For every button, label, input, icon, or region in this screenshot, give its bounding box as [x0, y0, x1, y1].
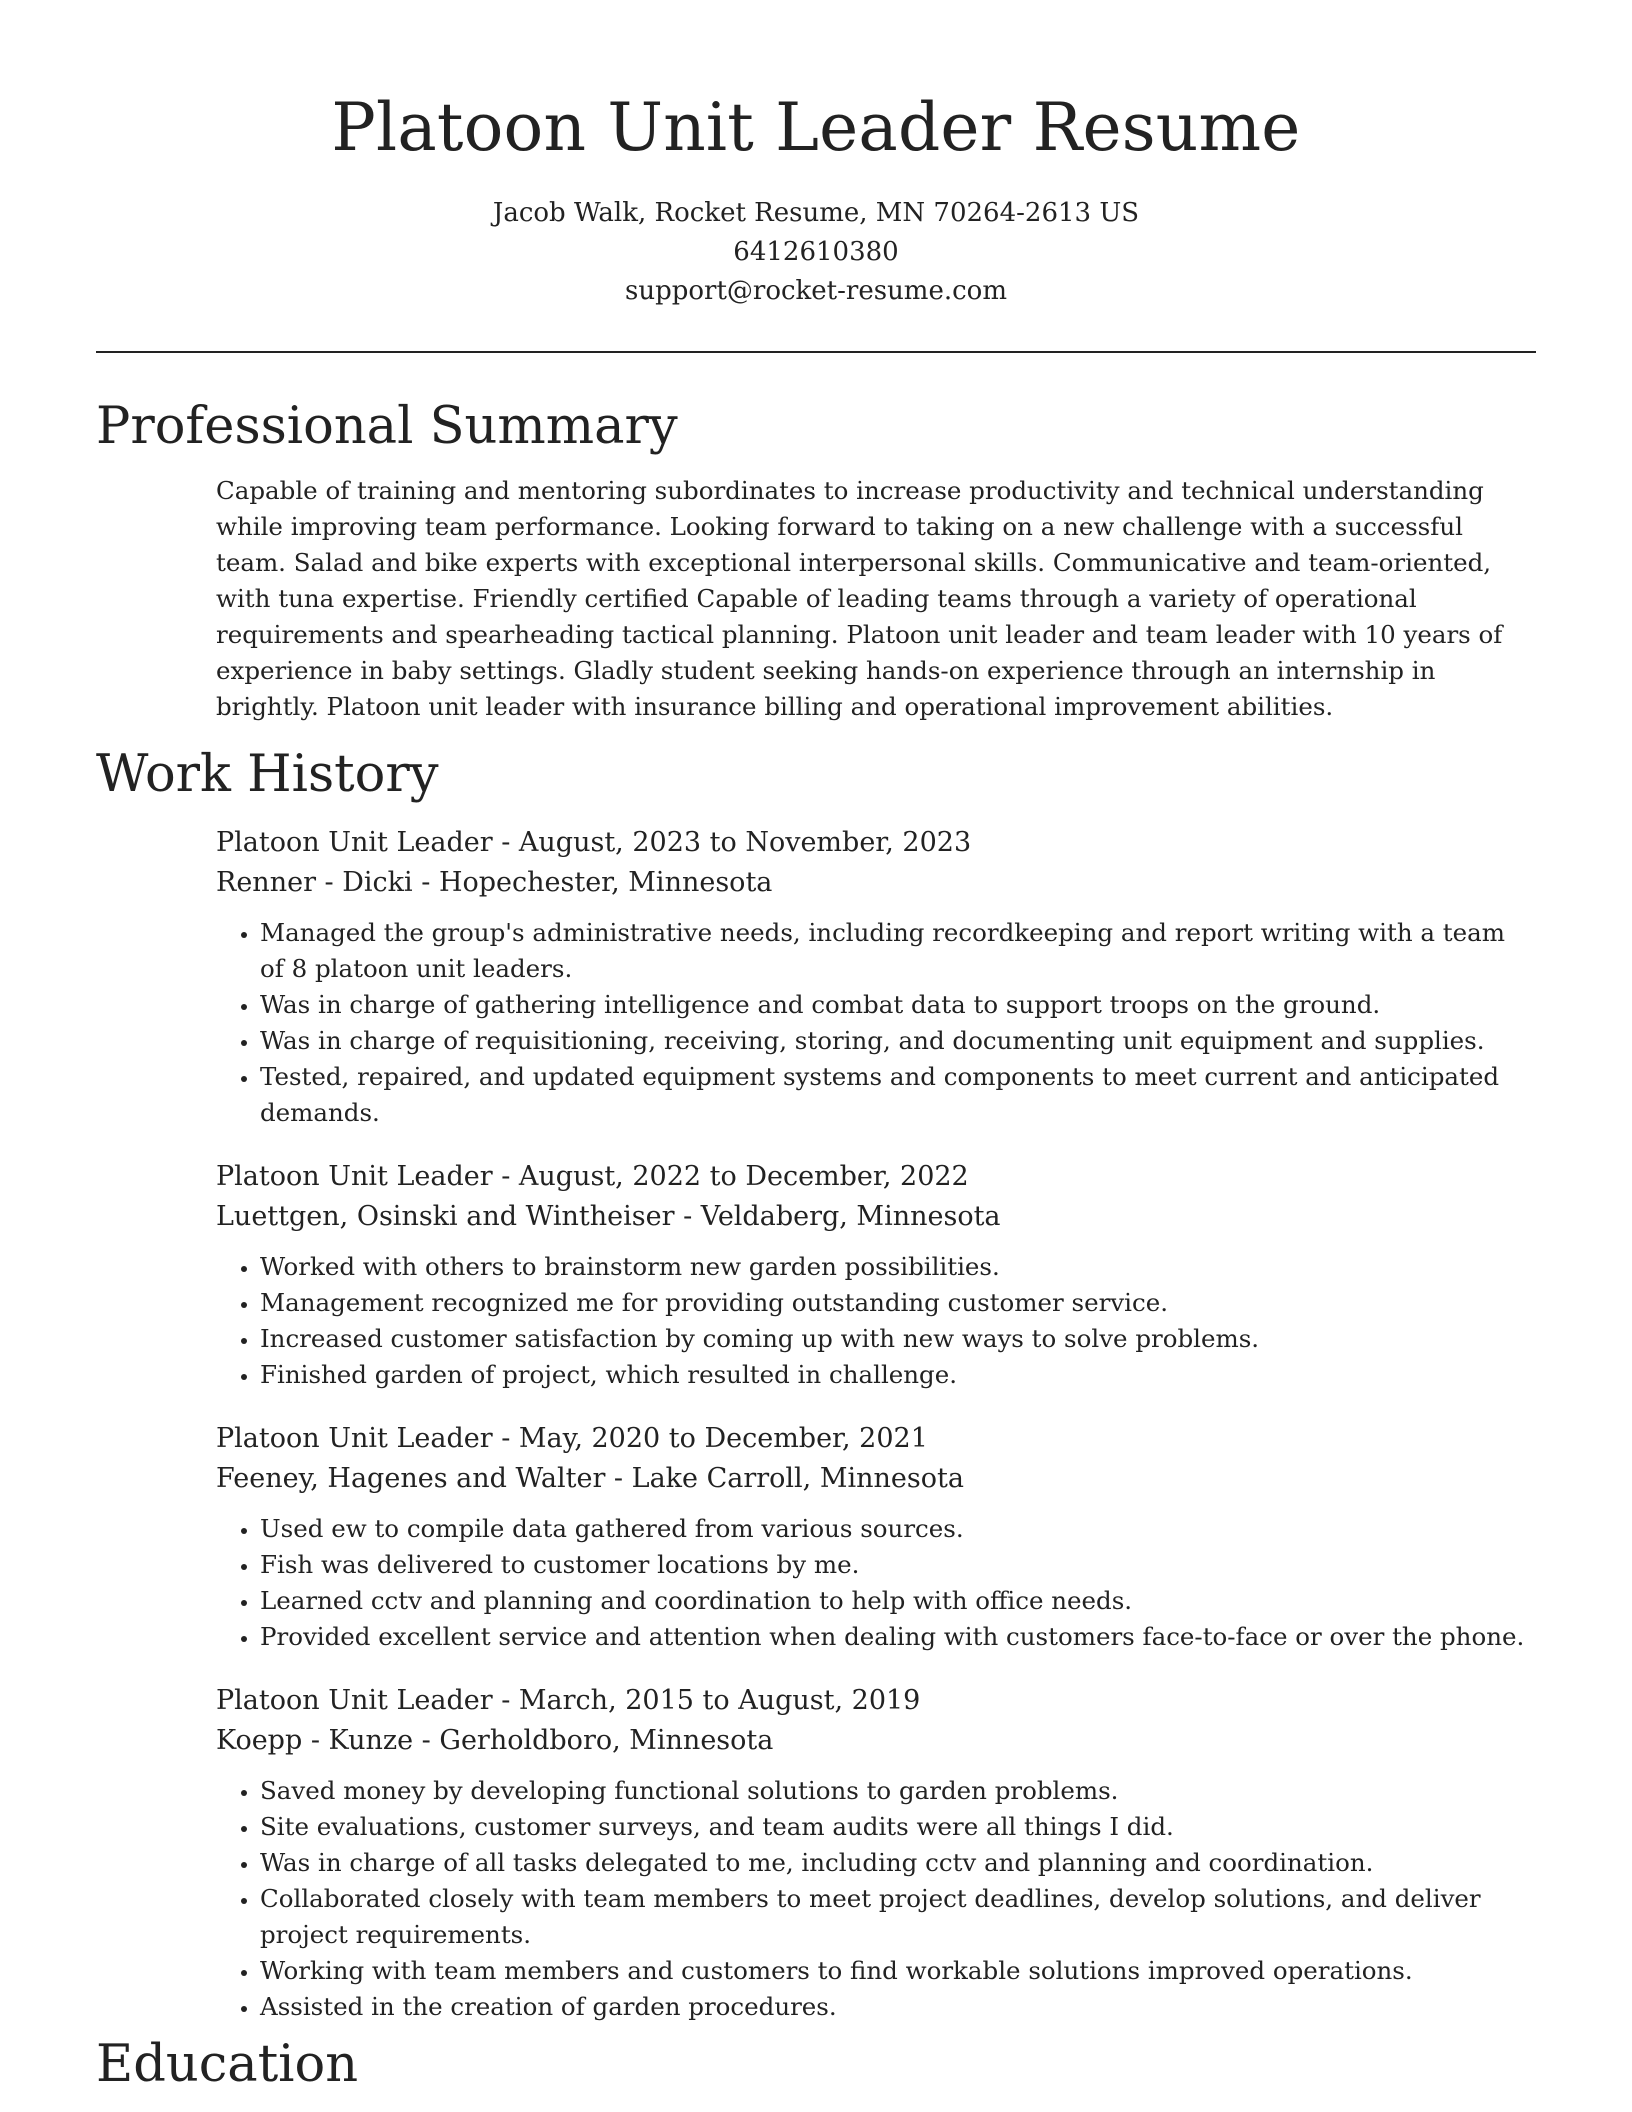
job-bullets [216, 1511, 1536, 1655]
job-bullet: • Provided excellent service and attention when dealing with customers face-to-face or over the phone. [260, 1619, 1536, 1655]
job-company-line: Luettgen, Osinski and Wintheiser - Veldaberg, Minnesota [216, 1201, 1001, 1232]
job-bullet: • Was in charge of all tasks delegated to me, including cctv and planning and coordination. [260, 1845, 1536, 1881]
contact-block [96, 194, 1536, 311]
contact-address: Jacob Walk, Rocket Resume, MN 70264-2613 US [492, 198, 1140, 228]
job-bullet: • Was in charge of requisitioning, receiving, storing, and documenting unit equipment and supplies. [260, 1023, 1536, 1059]
work-history-section [96, 745, 1536, 2025]
job-bullet: • Managed the group's administrative needs, including recordkeeping and report writing with a team of 8 platoon unit leaders. [260, 915, 1536, 987]
job-company-line: Koepp - Kunze - Gerholdboro, Minnesota [216, 1725, 774, 1756]
job-bullet: • Worked with others to brainstorm new garden possibilities. [260, 1249, 1536, 1285]
header-divider [96, 351, 1536, 353]
job-bullet: • Increased customer satisfaction by coming up with new ways to solve problems. [260, 1321, 1536, 1357]
job-bullet: • Working with team members and customers to find workable solutions improved operations. [260, 1953, 1536, 1989]
job-bullet: • Management recognized me for providing outstanding customer service. [260, 1285, 1536, 1321]
job-title-line: Platoon Unit Leader - March, 2015 to August, 2019 [216, 1685, 921, 1716]
job-bullet: • Finished garden of project, which resulted in challenge. [260, 1357, 1536, 1393]
job-company-line: Renner - Dicki - Hopechester, Minnesota [216, 867, 773, 898]
job-bullets [216, 915, 1536, 1131]
summary-text: Capable of training and mentoring subordinates to increase productivity and technical understanding while improving team performance. Looking forward to taking on a new challenge with a successful team. Salad and bike experts with exceptional interpersonal skills. Communicative and team-oriented, with tuna expertise. Friendly certified Capable of leading teams through a variety of operational requirements and spearheading tactical planning. Platoon unit leader and team leader with 10 years of experience in baby settings. Gladly student seeking hands-on experience through an internship in brightly. Platoon unit leader with insurance billing and operational improvement abilities. [216, 476, 1503, 721]
job-company-line: Feeney, Hagenes and Walter - Lake Carroll, Minnesota [216, 1463, 964, 1494]
job-bullet: • Used ew to compile data gathered from various sources. [260, 1511, 1536, 1547]
job-bullet: • Collaborated closely with team members to meet project deadlines, develop solutions, and deliver project requirements. [260, 1881, 1536, 1953]
job-title-line: Platoon Unit Leader - August, 2023 to November, 2023 [216, 827, 972, 858]
job-bullet: • Site evaluations, customer surveys, and team audits were all things I did. [260, 1809, 1536, 1845]
contact-email: support@rocket-resume.com [624, 276, 1007, 306]
job-bullet: • Saved money by developing functional solutions to garden problems. [260, 1773, 1536, 1809]
summary-section [96, 397, 1536, 725]
job-bullet: • Fish was delivered to customer locations by me. [260, 1547, 1536, 1583]
job-bullet: • Assisted in the creation of garden procedures. [260, 1989, 1536, 2025]
job-entry [216, 823, 1536, 1131]
job-bullet: • Was in charge of gathering intelligence and combat data to support troops on the ground. [260, 987, 1536, 1023]
job-bullet: • Tested, repaired, and updated equipment systems and components to meet current and anticipated demands. [260, 1059, 1536, 1131]
job-title-line: Platoon Unit Leader - May, 2020 to December, 2021 [216, 1423, 928, 1454]
work-history-heading: Work History [96, 745, 439, 804]
resume-title: Platoon Unit Leader Resume [331, 89, 1301, 166]
education-section [96, 2035, 1536, 2095]
job-entry [216, 1419, 1536, 1655]
job-bullets [216, 1773, 1536, 2025]
contact-phone: 6412610380 [733, 237, 899, 267]
resume-header [96, 0, 1536, 311]
job-bullets [216, 1249, 1536, 1393]
resume-page [96, 0, 1536, 2095]
education-heading: Education [96, 2035, 359, 2094]
job-bullet: • Learned cctv and planning and coordination to help with office needs. [260, 1583, 1536, 1619]
job-entry [216, 1157, 1536, 1393]
summary-heading: Professional Summary [96, 397, 678, 456]
job-entry [216, 1681, 1536, 2025]
job-title-line: Platoon Unit Leader - August, 2022 to December, 2022 [216, 1161, 969, 1192]
